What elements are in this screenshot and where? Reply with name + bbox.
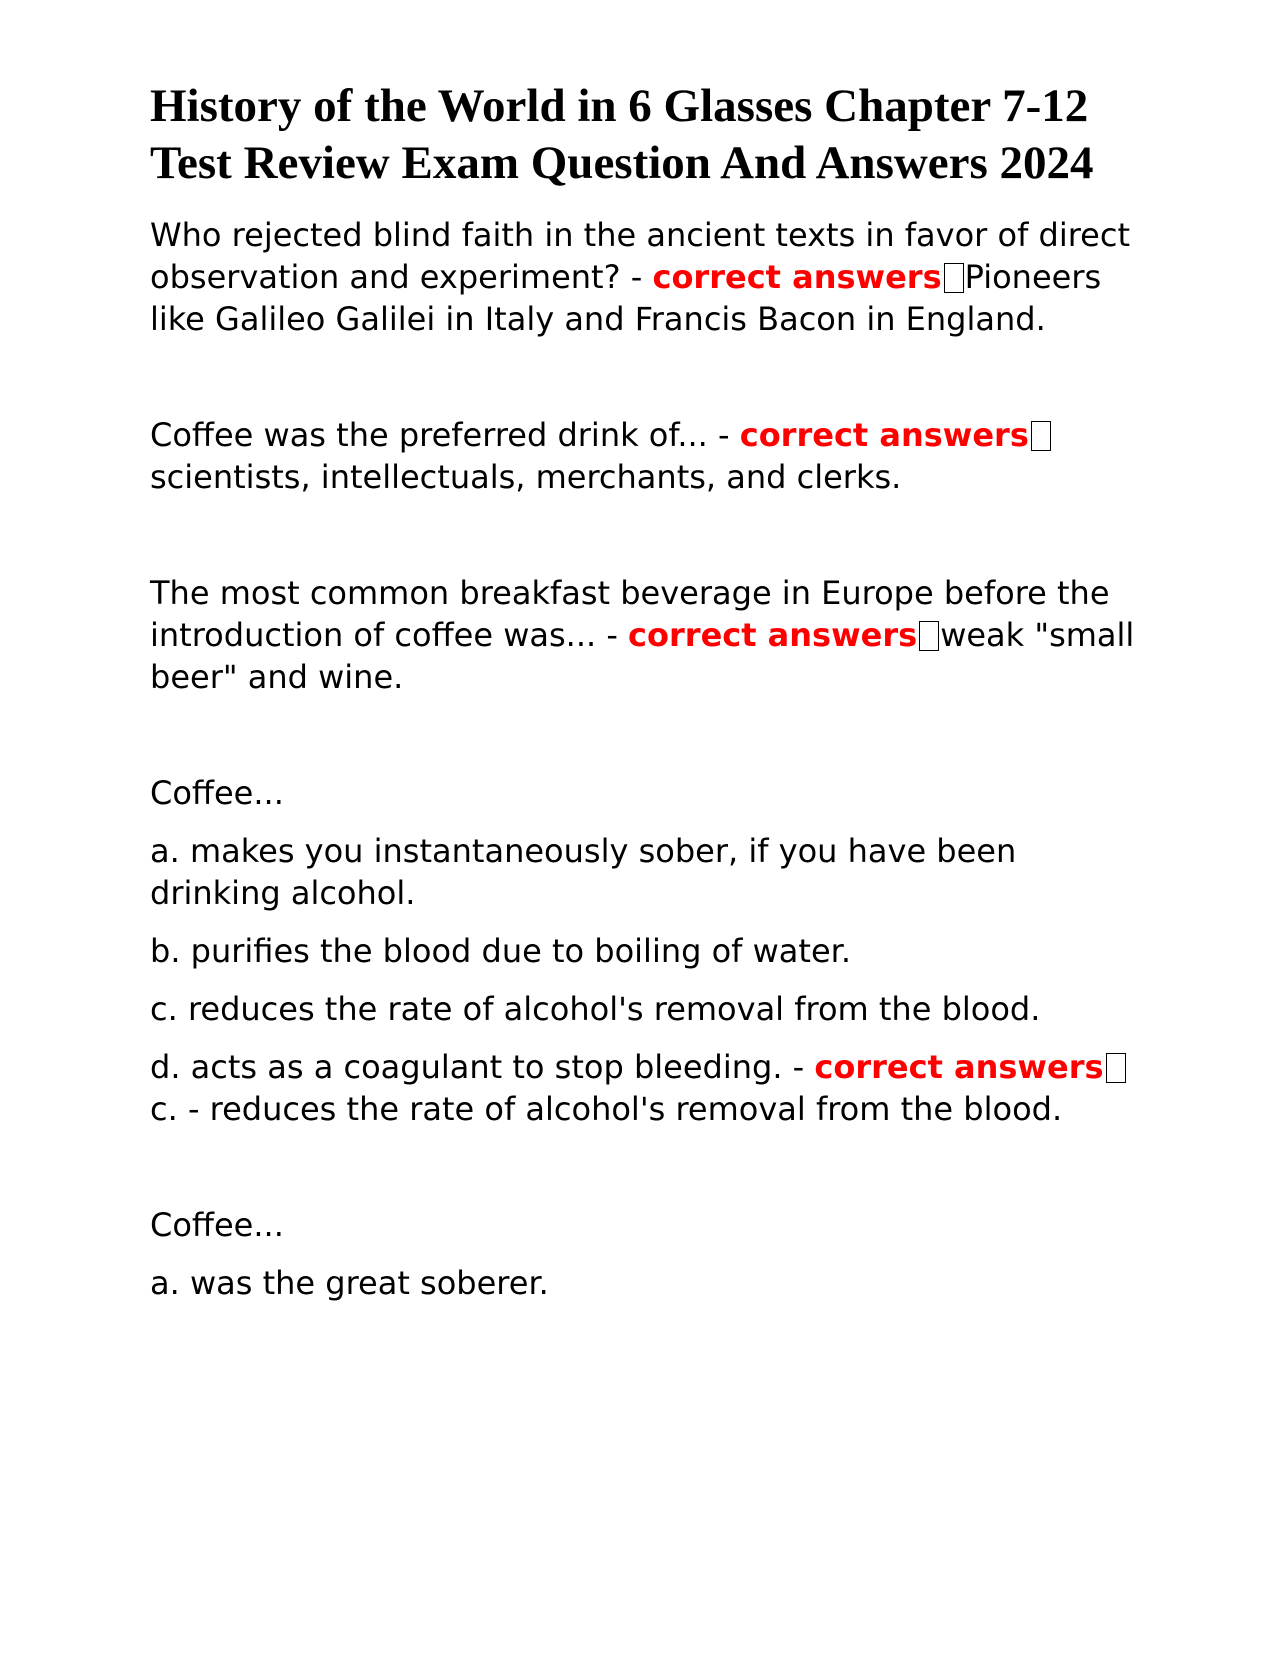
question-4-option-d-text: d. acts as a coagulant to stop bleeding. - [150,1048,815,1086]
missing-glyph-icon [1106,1053,1126,1083]
question-4-option-c: c. reduces the rate of alcohol's removal from the blood. [150,990,1041,1028]
correct-answers-label: correct answers [814,1048,1104,1086]
correct-answers-label: correct answers [652,258,942,296]
question-3-answer: weak "small beer" and wine. [150,616,1135,696]
document-page [150,78,1140,1304]
question-2-text: Coffee was the preferred drink of... - [150,416,740,454]
correct-answers-label: correct answers [739,416,1029,454]
question-5-text: Coffee... [150,1206,284,1244]
missing-glyph-icon [919,621,939,651]
question-1-text: Who rejected blind faith in the ancient texts in favor of direct observation and experiment? - [150,216,1130,296]
question-5-option-a: a. was the great soberer. [150,1264,549,1302]
question-4-option-a: a. makes you instantaneously sober, if you have been drinking alcohol. [150,832,1017,912]
question-1 [150,214,1140,340]
question-2 [150,414,1140,498]
question-3 [150,572,1140,698]
question-4-option-b: b. purifies the blood due to boiling of water. [150,932,852,970]
question-4-text: Coffee... [150,774,284,812]
question-4-answer: c. - reduces the rate of alcohol's removal from the blood. [150,1090,1063,1128]
question-3-text: The most common breakfast beverage in Europe before the introduction of coffee was... - [150,574,1110,654]
missing-glyph-icon [1031,421,1051,451]
document-title: History of the World in 6 Glasses Chapter 7-12 Test Review Exam Question And Answers 2024 [150,80,1094,189]
question-4-option-d [150,1046,1140,1130]
correct-answers-label: correct answers [628,616,918,654]
question-2-answer: scientists, intellectuals, merchants, and clerks. [150,458,902,496]
missing-glyph-icon [944,263,964,293]
question-1-answer: Pioneers like Galileo Galilei in Italy and Francis Bacon in England. [150,258,1102,338]
